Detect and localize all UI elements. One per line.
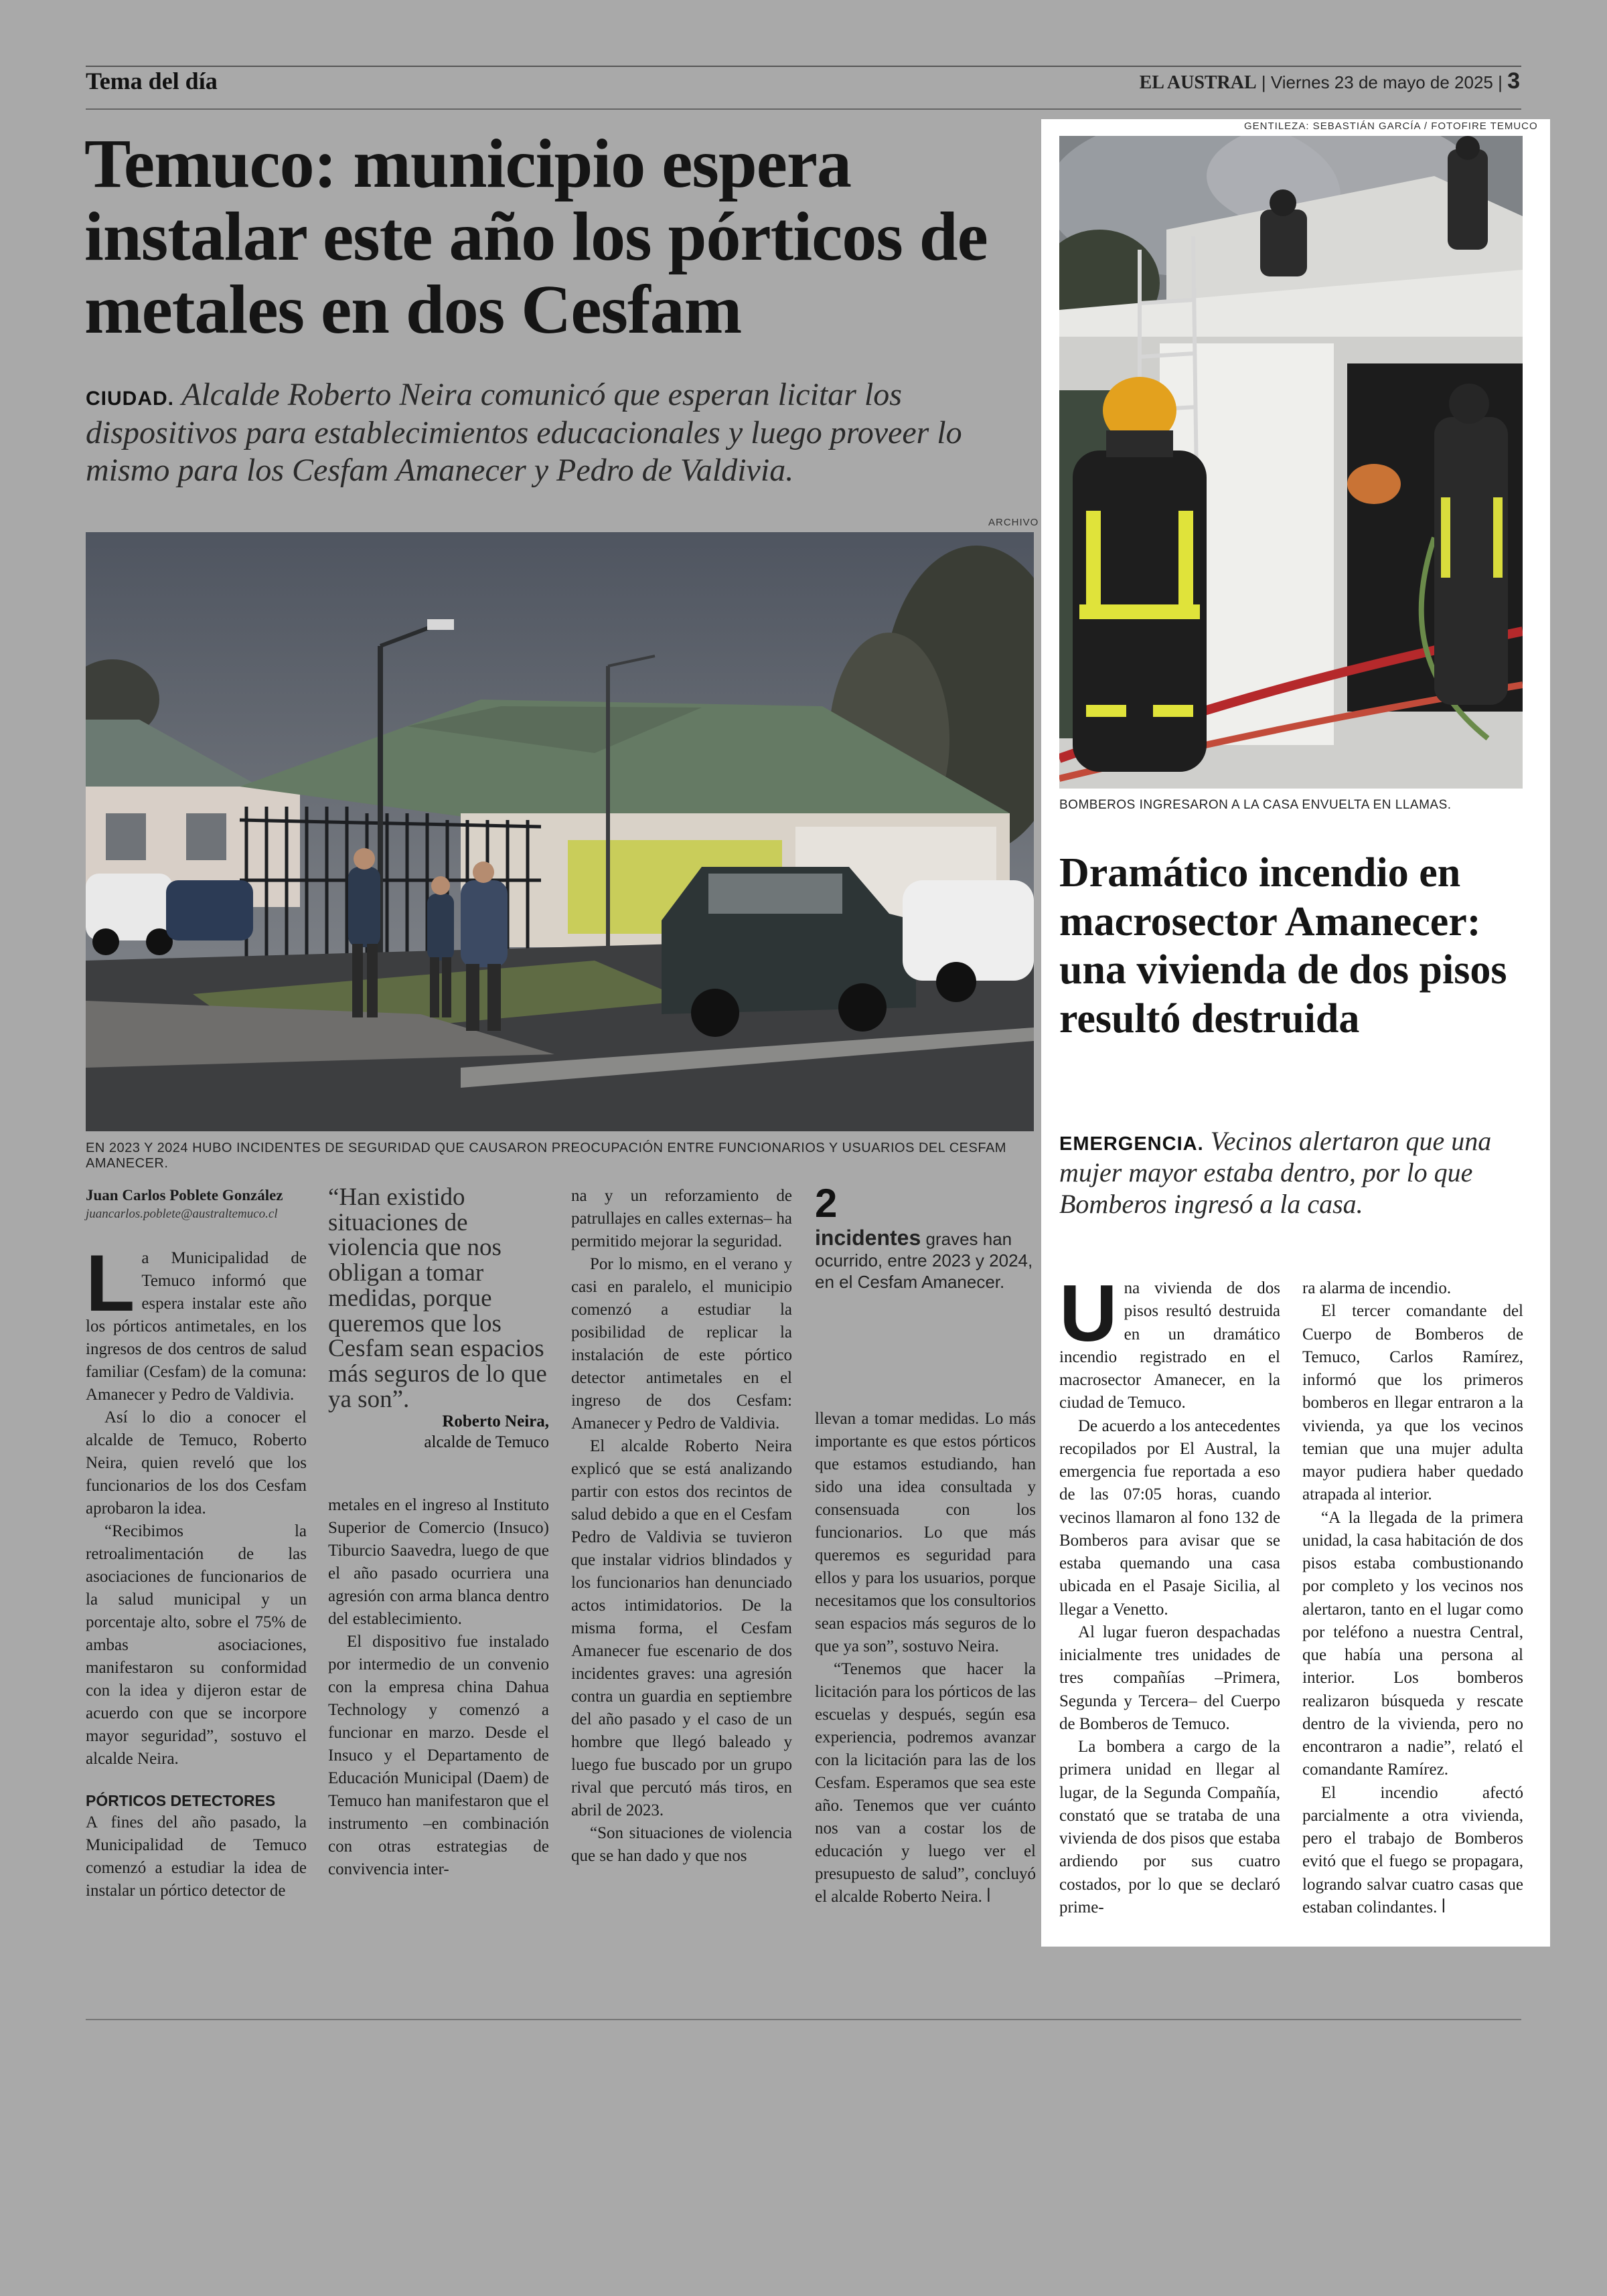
side-kicker: EMERGENCIA.: [1059, 1133, 1204, 1155]
issue-date: Viernes 23 de mayo de 2025: [1270, 72, 1493, 92]
side-paragraph-6: El tercer comandante del Cuerpo de Bomberos de Temuco, Carlos Ramírez, informó que los primeros bomberos en llegar entraron a la vivienda, ya que los vecinos temian que una mujer adulta mayor pudiera haber quedado atrapada al interior.: [1302, 1302, 1523, 1504]
main-paragraph-8: Por lo mismo, en el verano y casi en paralelo, el municipio comenzó a estudiar la posibilidad de replicar la instalación de este pórtico detector antimetales en el ingreso de dos Cesfam: Amanecer y Pedro de Valdivia.: [571, 1255, 792, 1432]
side-photo-caption: BOMBEROS INGRESARON A LA CASA ENVUELTA EN LLAMAS.: [1059, 798, 1452, 812]
main-dropcap: L: [86, 1238, 135, 1329]
side-photo-credit: GENTILEZA: SEBASTIÁN GARCÍA / FOTOFIRE TEMUCO: [1244, 120, 1538, 132]
main-paragraph-11: llevan a tomar medidas. Lo más importante es que estos pórticos que estamos estudiando, han sido una idea consultada y consensuada con los funcionarios. Lo que más queremos es seguridad para ellos y para los usuarios, porque necesitamos que los consultorios sean espacios más seguros de lo que ya son”, sostuvo Neira.: [815, 1410, 1036, 1655]
side-paragraph-2: De acuerdo a los antecedentes recopilados por El Austral, la emergencia fue reportada a eso de las 07:05 horas, cuando vecinos llamaron al fono 132 de Bomberos para avisar que se estaba quemando una casa ubicada en el Pasaje Sicilia, al llegar a Venetto.: [1059, 1416, 1280, 1619]
main-paragraph-10: “Son situaciones de violencia que se han dado y que nos: [571, 1824, 792, 1865]
cesfam-photo-illustration: [86, 532, 1034, 1131]
main-paragraph-1: La Municipalidad de Temuco informó que espera instalar este año los pórticos antimetales, en los ingresos de dos centros de salud familiar (Cesfam) de la comuna: Amanecer y Pedro de Valdivia.: [86, 1238, 307, 1404]
side-paragraph-7: “A la llegada de la primera unidad, la casa habitación de dos pisos estaba combustionando por completo y los vecinos nos alertaron, tanto en el lugar como por teléfono a nuestra Central, que había una persona al interior. Los bomberos realizaron búsqueda y rescate dentro de la vivienda, pero no encontraron a nadie”, relató el comandante Ramírez.: [1302, 1508, 1523, 1779]
side-end-mark-icon: ꟾ: [1441, 1899, 1446, 1916]
main-subhead: PÓRTICOS DETECTORES: [86, 1792, 276, 1810]
main-column-2: [328, 1494, 549, 1881]
main-paragraph-6: El dispositivo fue instalado por intermedio de un convenio con la empresa china Dahua Technology y comenzó a funcionar en marzo. Desde el Insuco y el Departamento de Educación Municipal (Daem) de Temuco han manifestaron que el instrumento –en combinación con otras estrategias de convivencia inter-: [328, 1633, 549, 1878]
main-paragraph-7: na y un reforzamiento de patrullajes en calles externas– ha permitido mejorar la seguridad.: [571, 1187, 792, 1250]
side-column-2: [1302, 1277, 1523, 1919]
main-column-3: [571, 1185, 792, 1868]
footer-rule: [86, 2019, 1521, 2020]
end-mark-icon: ꟾ: [986, 1889, 991, 1906]
main-lede-text: Alcalde Roberto Neira comunicó que esperan licitar los dispositivos para establecimientos educacionales y luego proveer lo mismo para los Cesfam Amanecer y Pedro de Valdivia.: [86, 377, 962, 489]
side-paragraph-1: Una vivienda de dos pisos resultó destruida en un dramático incendio registrado en el macrosector Amanecer, en la ciudad de Temuco.: [1059, 1268, 1280, 1412]
main-kicker: CIUDAD.: [86, 388, 174, 410]
main-column-4: [815, 1408, 1036, 1908]
side-lede-text: Vecinos alertaron que una mujer mayor estaba dentro, por lo que Bomberos ingresó a la casa.: [1059, 1126, 1492, 1219]
side-column-1: [1059, 1268, 1280, 1919]
header-rule-bottom: [86, 108, 1521, 110]
main-lede: [86, 376, 1037, 490]
pull-quote-attribution: [328, 1411, 549, 1453]
side-dropcap: U: [1059, 1268, 1118, 1358]
main-photo: [86, 532, 1034, 1131]
main-paragraph-9: El alcalde Roberto Neira explicó que se está analizando partir con estos dos recintos de salud debido a que en el Cesfam Pedro de Valdivia se tuvieron que instalar vidrios blindados y los funcionarios han denunciado actos intimidatorios. De la misma forma, el Cesfam Amanecer fue escenario de dos incidentes graves: una agresión contra un guardia en septiembre del año pasado y el caso de un hombre que llegó baleado y luego fue buscado por un grupo rival que percutó más tiros, en abril de 2023.: [571, 1437, 792, 1819]
side-lede: [1059, 1126, 1528, 1220]
side-paragraph-8: El incendio afectó parcialmente a otra vivienda, pero el trabajo de Bomberos evitó que el fuego se propagara, logrando salvar cuatro casas que estaban colindantes. ꟾ: [1302, 1783, 1523, 1916]
main-paragraph-2: Así lo dio a conocer el alcalde de Temuco, Roberto Neira, quien reveló que los funcionarios de los dos Cesfam aprobaron la idea.: [86, 1408, 307, 1518]
stat-label: incidentes: [815, 1226, 921, 1250]
side-headline: Dramático incendio en macrosector Amanecer: una vivienda de dos pisos resultó destruida: [1059, 850, 1507, 1042]
byline: Juan Carlos Poblete González: [86, 1187, 283, 1204]
main-paragraph-4: A fines del año pasado, la Municipalidad de Temuco comenzó a estudiar la idea de instalar un pórtico detector de: [86, 1813, 307, 1900]
main-paragraph-12: “Tenemos que hacer la licitación para los pórticos de las escuelas y después, según esa experiencia, podremos avanzar con la licitación para las de los Cesfam. Esperamos que sea este año. Tenemos que ver cuánto nos van a costar los de educación y luego ver el presupuesto de salud”, concluyó el alcalde Roberto Neira. ꟾ: [815, 1660, 1036, 1906]
stat-text: graves han ocurrido, entre 2023 y 2024, en el Cesfam Amanecer.: [815, 1229, 1033, 1292]
paper-name: EL AUSTRAL: [1139, 72, 1257, 93]
page-number: 3: [1507, 68, 1520, 94]
fire-photo-illustration: [1059, 136, 1523, 789]
main-photo-credit: ARCHIVO: [988, 517, 1039, 528]
side-paragraph-3: Al lugar fueron despachadas inicialmente tres unidades de tres compañías –Primera, Segunda y Tercera– del Cuerpo de Bomberos de Temuco.: [1059, 1623, 1280, 1733]
quote-author: Roberto Neira,: [442, 1412, 549, 1430]
main-paragraph-5: metales en el ingreso al Instituto Superior de Comercio (Insuco) Tiburcio Saavedra, luego de que el año pasado ocurriera una agresión con arma blanca dentro del establecimiento.: [328, 1496, 549, 1628]
stat-number: 2: [815, 1181, 838, 1226]
section-label: Tema del día: [86, 68, 218, 94]
quote-role: alcalde de Temuco: [424, 1433, 549, 1452]
side-paragraph-4: La bombera a cargo de la primera unidad en llegar al lugar, de la Segunda Compañía, constató que se trataba de una vivienda de dos pisos que estaba ardiendo por sus cuatro costados, por lo que se declaró prime-: [1059, 1738, 1280, 1916]
byline-email: juancarlos.poblete@australtemuco.cl: [86, 1207, 278, 1222]
side-photo: [1059, 136, 1523, 789]
pull-quote: “Han existido situaciones de violencia que nos obligan a tomar medidas, porque queremos que los Cesfam sean espacios más seguros de lo que ya son”.: [328, 1183, 547, 1413]
stat-box: [815, 1225, 1036, 1293]
main-photo-caption: EN 2023 Y 2024 HUBO INCIDENTES DE SEGURIDAD QUE CAUSARON PREOCUPACIÓN ENTRE FUNCIONARIOS Y USUARIOS DEL CESFAM AMANECER.: [86, 1141, 1006, 1171]
main-headline: Temuco: municipio espera instalar este año los pórticos de metales en dos Cesfam: [84, 125, 988, 349]
side-paragraph-5: ra alarma de incendio.: [1302, 1279, 1452, 1297]
masthead: EL AUSTRAL | Viernes 23 de mayo de 2025 | 3: [1139, 68, 1520, 94]
main-column-1: [86, 1185, 307, 1902]
header-rule-top: [86, 66, 1521, 67]
main-paragraph-3: “Recibimos la retroalimentación de las asociaciones de funcionarios de la salud municipal y un porcentaje alto, sobre el 75% de ambas asociaciones, manifestaron su conformidad con la idea y dijeron estar de acuerdo con que se incorpore mayor seguridad”, sostuvo el alcalde Neira.: [86, 1522, 307, 1769]
